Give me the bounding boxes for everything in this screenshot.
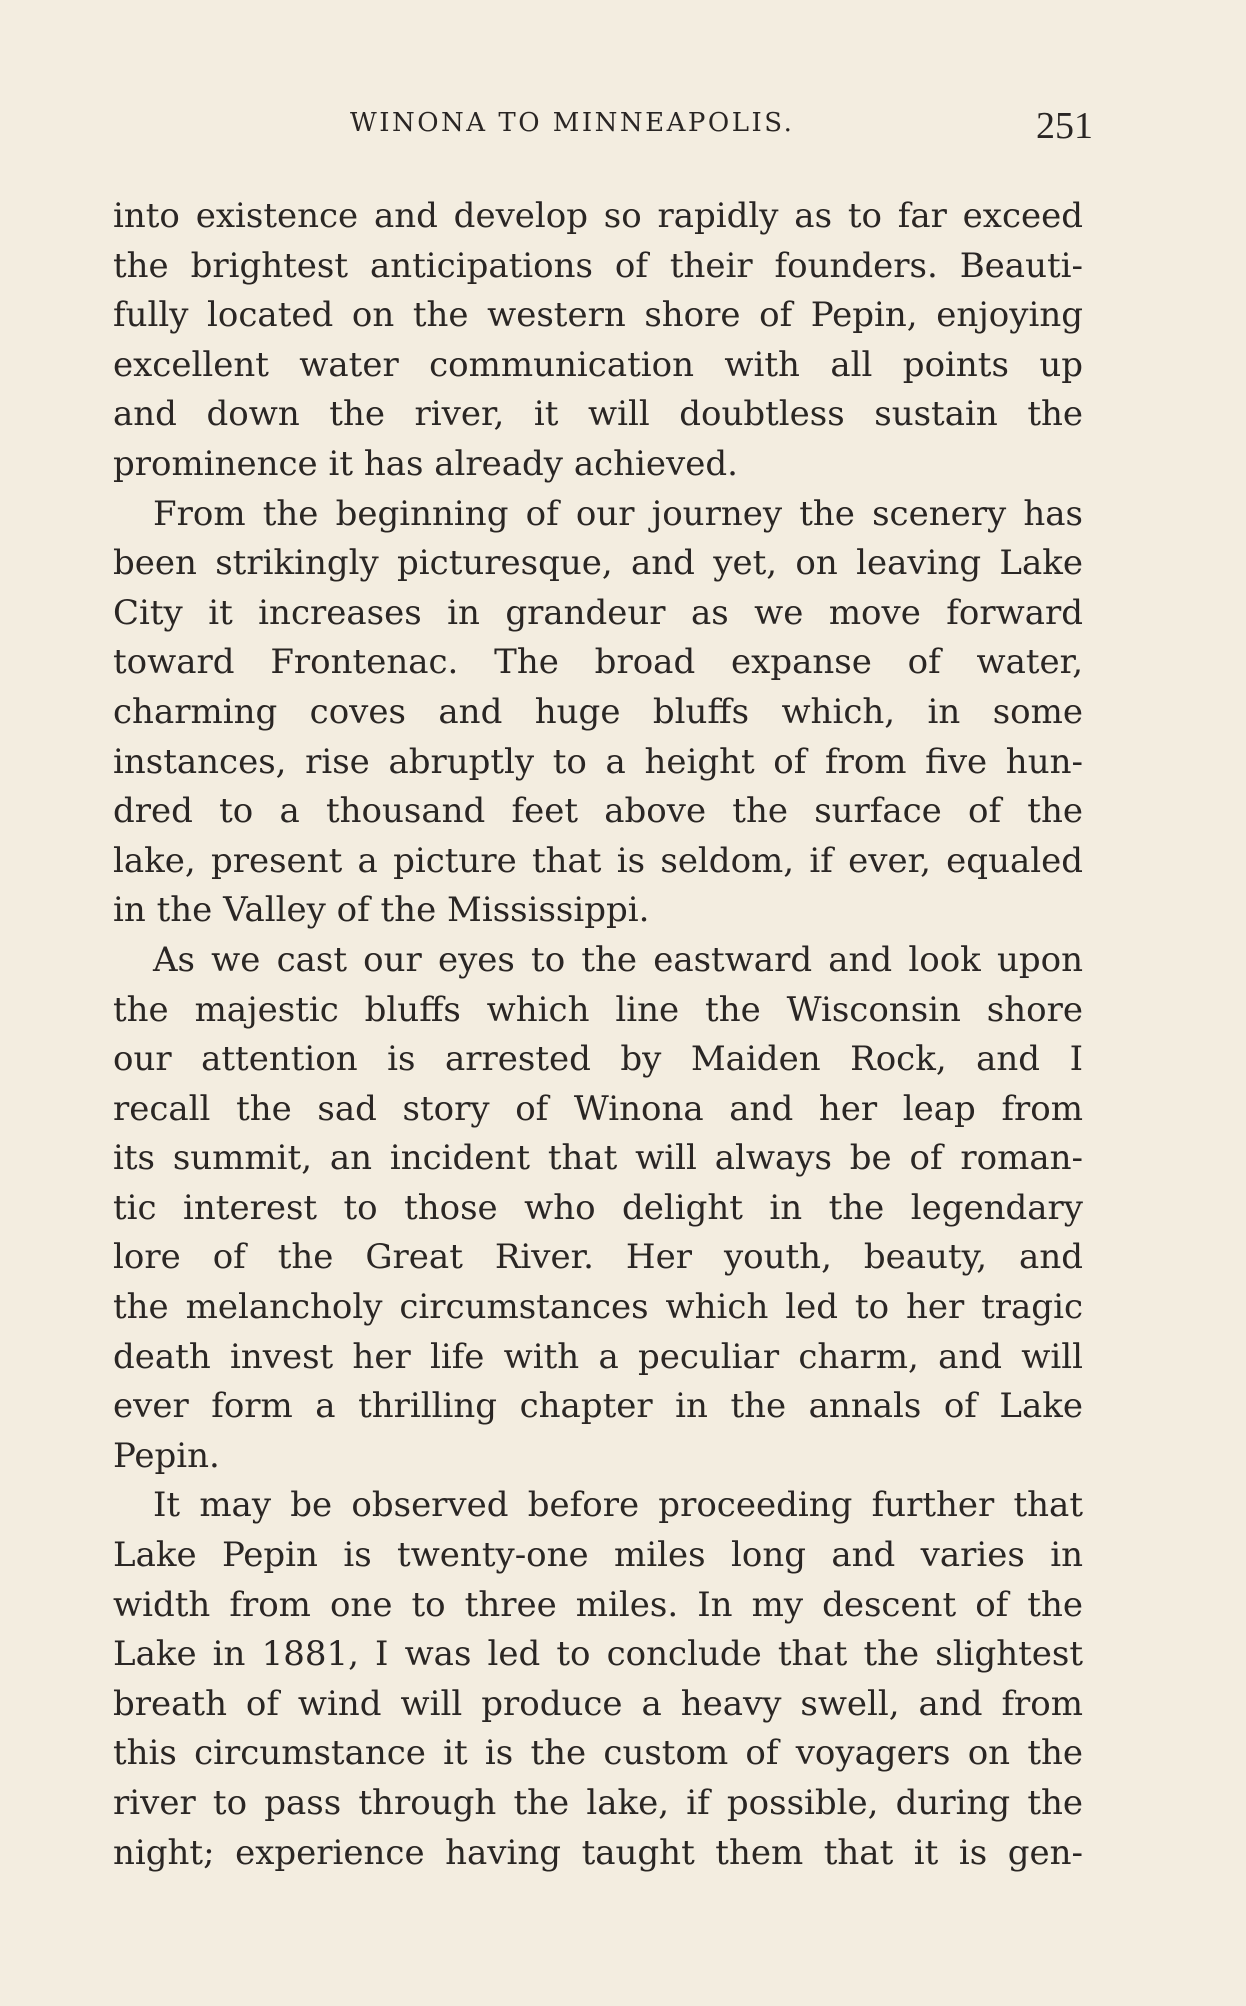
running-title: WINONA TO MINNEAPOLIS. [350,108,795,138]
text-line: recall the sad story of Winona and her leap from [113,1088,1083,1129]
text-line: Lake Pepin is twenty-one miles long and varies in [113,1535,1083,1576]
text-line: this circumstance it is the custom of voyagers on the [113,1733,1083,1774]
text-line: breath of wind will produce a heavy swell, and from [113,1683,1083,1724]
text-line: river to pass through the lake, if possible, during the [113,1783,1083,1823]
text-line: our attention is arrested by Maiden Rock, and I [113,1039,1083,1080]
text-line: Pepin. [113,1435,220,1476]
text-line: in the Valley of the Mississippi. [113,890,650,931]
text-line: instances, rise abruptly to a height of from five hun- [113,741,1083,782]
body-text [113,192,1083,1878]
text-line: charming coves and huge bluffs which, in some [113,691,1083,732]
page-number: 251 [1036,105,1093,147]
text-line: been strikingly picturesque, and yet, on leaving Lake [113,543,1083,584]
text-line: Lake in 1881, I was led to conclude that the slightest [113,1634,1083,1675]
text-line: toward Frontenac. The broad expanse of water, [113,642,1083,683]
text-line: lake, present a picture that is seldom, if ever, equaled [113,840,1083,881]
text-line: fully located on the western shore of Pepin, enjoying [113,295,1083,336]
text-line: lore of the Great River. Her youth, beauty, and [113,1237,1083,1278]
text-line: excellent water communication with all points up [113,344,1083,385]
text-line: City it increases in grandeur as we move forward [113,592,1083,633]
text-line: width from one to three miles. In my descent of the [113,1584,1083,1625]
text-line: tic interest to those who delight in the legendary [113,1187,1083,1228]
text-line: death invest her life with a peculiar charm, and will [113,1336,1083,1377]
text-line: From the beginning of our journey the scenery has [153,493,1083,534]
text-line: It may be observed before proceeding further that [153,1485,1083,1526]
text-line: prominence it has already achieved. [113,443,738,484]
text-line: the majestic bluffs which line the Wisconsin shore [113,989,1083,1030]
text-line: night; experience having taught them that it is gen- [113,1832,1083,1873]
text-line: ever form a thrilling chapter in the annals of Lake [113,1386,1083,1427]
text-line: its summit, an incident that will always be of roman- [113,1138,1083,1179]
text-line: into existence and develop so rapidly as to far exceed [113,196,1083,236]
text-line: and down the river, it will doubtless sustain the [113,394,1083,435]
text-line: dred to a thousand feet above the surface of the [113,791,1083,832]
text-line: the melancholy circumstances which led to her tragic [113,1287,1083,1328]
text-line: As we cast our eyes to the eastward and look upon [153,939,1083,980]
text-line: the brightest anticipations of their founders. Beauti- [113,245,1083,286]
